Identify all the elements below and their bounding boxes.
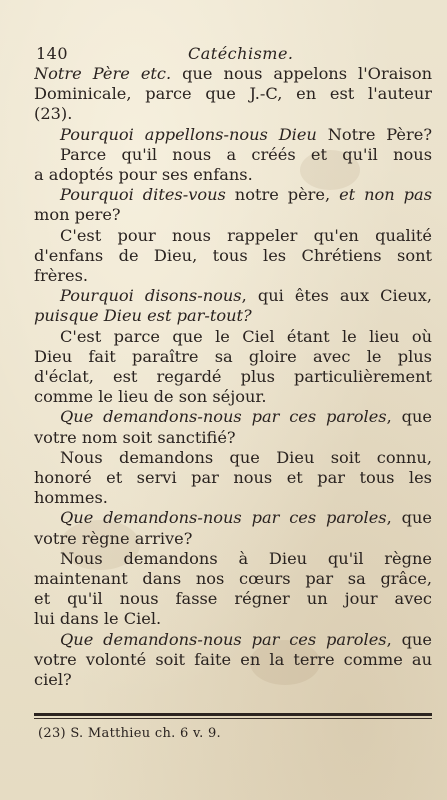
question-line: votre nom soit sanctifié? bbox=[34, 427, 236, 447]
question-line: Pourquoi disons-nous, qui êtes aux Cieux, bbox=[60, 286, 432, 306]
question-line: mon pere? bbox=[34, 205, 121, 225]
question-line: Pourquoi appellons-nous Dieu Notre Père? bbox=[60, 124, 432, 144]
footnote-rule bbox=[34, 713, 432, 716]
answer-line: frères. bbox=[34, 266, 89, 286]
question-line: votre règne arrive? bbox=[34, 528, 193, 548]
footnote: (23) S. Matthieu ch. 6 v. 9. bbox=[38, 726, 221, 741]
answer-line: lui dans le Ciel. bbox=[34, 609, 162, 629]
answer-line: C'est pour nous rappeler qu'en qualité bbox=[60, 225, 432, 245]
page-number: 140 bbox=[36, 44, 69, 63]
running-title: Catéchisme. bbox=[188, 44, 294, 63]
question-line: ciel? bbox=[34, 670, 72, 690]
answer-line: d'éclat, est regardé plus particulièrement bbox=[34, 367, 432, 387]
catechism-text bbox=[34, 64, 432, 690]
footnote-rule-thin bbox=[34, 718, 432, 719]
question-line: Que demandons-nous par ces paroles, que bbox=[60, 407, 432, 427]
text-line: Notre Père etc. que nous appelons l'Oraison bbox=[34, 64, 432, 83]
text-line: Dominicale, parce que J.-C, en est l'auteur bbox=[34, 84, 432, 104]
question-line: Pourquoi dites-vous notre père, et non pas bbox=[60, 185, 432, 205]
answer-line: et qu'il nous fasse régner un jour avec bbox=[34, 589, 432, 609]
answer-line: hommes. bbox=[34, 488, 108, 508]
question-line: puisque Dieu est par-tout? bbox=[34, 306, 252, 326]
answer-line: Nous demandons que Dieu soit connu, bbox=[60, 447, 432, 467]
answer-line: Parce qu'il nous a créés et qu'il nous bbox=[60, 144, 432, 164]
answer-line: Dieu fait paraître sa gloire avec le plus bbox=[34, 346, 432, 366]
answer-line: honoré et servi par nous et par tous les bbox=[34, 468, 432, 488]
answer-line: d'enfans de Dieu, tous les Chrétiens sont bbox=[34, 245, 432, 265]
question-line: votre volonté soit faite en la terre comme au bbox=[34, 649, 432, 669]
answer-line: a adoptés pour ses enfans. bbox=[34, 165, 253, 185]
answer-line: comme le lieu de son séjour. bbox=[34, 387, 267, 407]
answer-line: C'est parce que le Ciel étant le lieu où bbox=[60, 326, 432, 346]
answer-line: maintenant dans nos cœurs par sa grâce, bbox=[34, 569, 432, 589]
question-line: Que demandons-nous par ces paroles, que bbox=[60, 629, 432, 649]
question-line: Que demandons-nous par ces paroles, que bbox=[60, 508, 432, 528]
page-header bbox=[36, 44, 432, 66]
text-line: (23). bbox=[34, 104, 73, 124]
answer-line: Nous demandons à Dieu qu'il règne bbox=[60, 548, 432, 568]
